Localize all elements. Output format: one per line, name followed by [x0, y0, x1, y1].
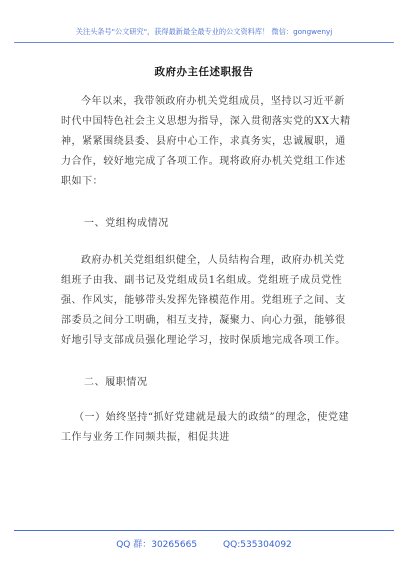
section2-heading: 二、履职情况: [84, 377, 148, 388]
section1-paragraph: 政府办机关党组组织健全，人员结构合理，政府办机关党组班子由我、副书记及党组成员1名组成。党组班子成员党性强、作风实，能够带头发挥先锋模范作用。党组班子之间、支部委员之间分工明确，相互支持，凝聚力、向心力强，能够很好地引导支部成员强化理论学习，按时保质地完成各项工作。: [61, 255, 346, 346]
header-note: 关注头条号"公文研究"，获得最新最全最专业的公文资料库！ 微信：gongwenyj: [75, 27, 333, 36]
footer-qq: QQ:535304092: [223, 540, 292, 550]
intro-paragraph: 今年以来，我带领政府办机关党组成员，坚持以习近平新时代中国特色社会主义思想为指导，深入贯彻落实党的XX大精神，紧紧围绕县委、县府中心工作，求真务实，忠诚履职，通力合作，较好地完成了各项工作。现将政府办机关党组工作述职如下：: [61, 96, 351, 187]
document-title: 政府办主任述职报告: [154, 66, 254, 78]
section1-heading: 一、党组构成情况: [84, 218, 169, 229]
header-divider: [14, 42, 394, 43]
footer-qq-group: QQ 群：30265665: [116, 540, 198, 550]
footer-contacts: [0, 537, 408, 550]
footer-divider: [14, 530, 394, 531]
section2-item1: （一）始终坚持“抓好党建就是最大的政绩”的理念，使党建工作与业务工作同频共振，相促共进: [61, 412, 350, 443]
